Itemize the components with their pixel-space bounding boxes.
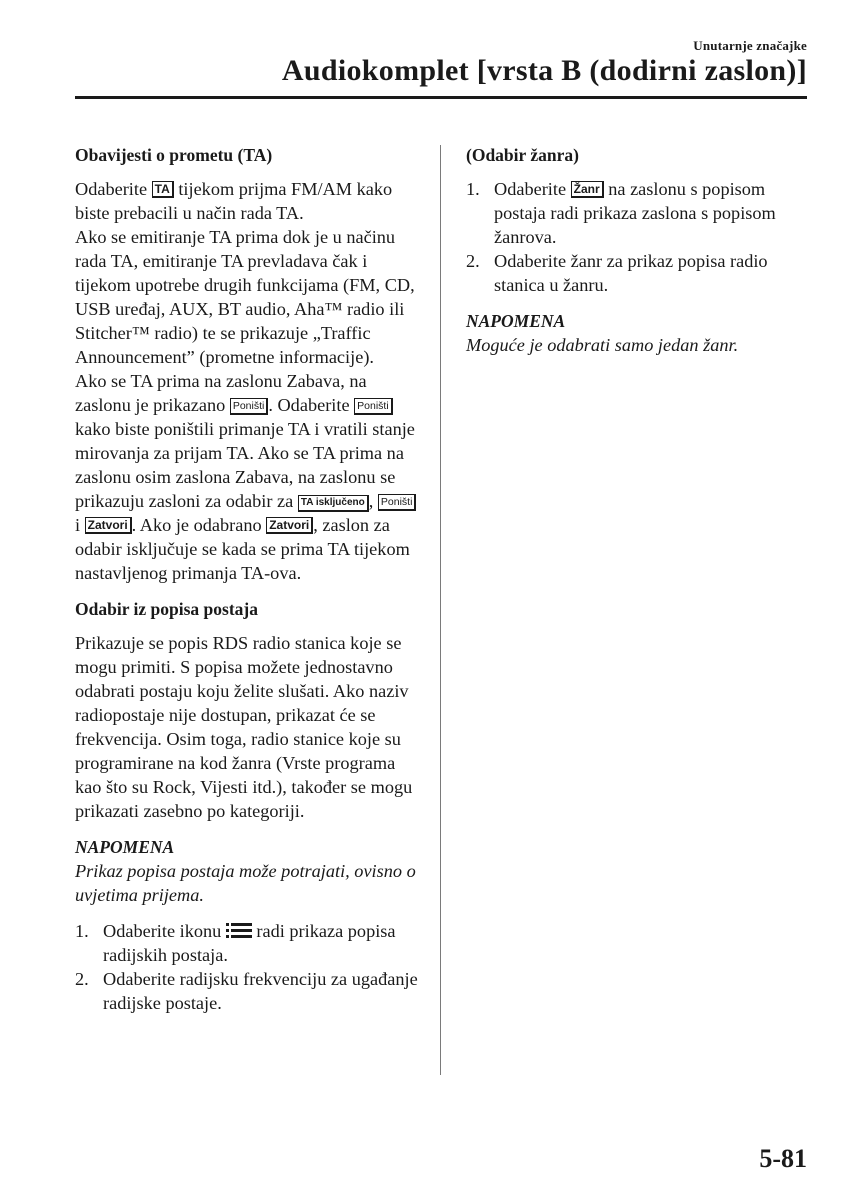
list-item: 2. Odaberite žanr za prikaz popisa radio stanica u žanru. — [466, 251, 768, 295]
ta-paragraph-2: Ako se emitiranje TA prima dok je u načinu rada TA, emitiranje TA prevladava čak i tijekom upotrebe drugih funkcijama (FM, CD, USB uređaj, AUX, BT audio, Aha™ radio ili Stitcher™ radio) te se prikazuje „Traffic Announcement” (prometne informacije). — [75, 227, 415, 367]
title-rule — [75, 96, 807, 99]
section-label: Unutarnje značajke — [693, 38, 807, 53]
list-item: 1. Odaberite Žanr na zaslonu s popisom postaja radi prikaza zaslona s popisom žanrova. — [466, 179, 776, 247]
list-item: 2. Odaberite radijsku frekvenciju za ugađanje radijske postaje. — [75, 969, 418, 1013]
note-title: NAPOMENA — [466, 311, 566, 331]
page-number: 5-81 — [759, 1144, 807, 1173]
cancel-button: Poništi — [230, 398, 269, 415]
ta-paragraph-1: Odaberite TA tijekom prijma FM/AM kako biste prebacili u način rada TA. — [75, 179, 393, 223]
note-text: Prikaz popisa postaja može potrajati, ovisno o uvjetima prijema. — [75, 861, 416, 905]
ta-heading: Obavijesti o prometu (TA) — [75, 145, 273, 165]
station-list-paragraph: Prikazuje se popis RDS radio stanica koje se mogu primiti. S popisa možete jednostavno odabrati postaju koju želite slušati. Ako naziv radiopostaje nije dostupan, prikazat će se frekvencija. Osim toga, radio stanice koje su programirane na kod žanra (Vrste programa kao što su Rock, Vijesti itd.), također se mogu prikazati zasebno po kategoriji. — [75, 633, 413, 821]
list-icon — [226, 922, 252, 939]
genre-button: Žanr — [571, 181, 604, 198]
cancel-button: Poništi — [378, 494, 417, 511]
note-text: Moguće je odabrati samo jedan žanr. — [466, 335, 739, 355]
right-column — [466, 143, 806, 357]
ta-paragraph-3: Ako se TA prima na zaslonu Zabava, na zaslonu je prikazano Poništi . Odaberite Poništi kako biste poništili primanje TA i vratili stanje mirovanja za prijam TA. Ako se TA prima na zaslonu osim zaslona Zabava, na zaslonu se prikazuju zasloni za odabir za TA isključeno , Poništi i Zatvori . Ako je odabrano Zatvori , zaslon za odabir isključuje se kada se prima TA tijekom nastavljenog primanja TA-ova. — [75, 371, 415, 583]
genre-steps — [466, 177, 806, 297]
close-button: Zatvori — [266, 517, 313, 534]
note-title: NAPOMENA — [75, 837, 175, 857]
column-divider — [440, 145, 441, 1075]
close-button: Zatvori — [85, 517, 132, 534]
station-list-steps — [75, 919, 420, 1015]
page-title: Audiokomplet [vrsta B (dodirni zaslon)] — [281, 54, 807, 87]
genre-heading: (Odabir žanra) — [466, 145, 579, 165]
cancel-button: Poništi — [354, 398, 393, 415]
left-column — [75, 143, 420, 1015]
list-item: 1. Odaberite ikonu radi prikaza popisa radijskih postaja. — [75, 921, 396, 965]
station-list-heading: Odabir iz popisa postaja — [75, 599, 258, 619]
ta-off-button: TA isključeno — [298, 495, 369, 512]
ta-button: TA — [152, 181, 174, 198]
